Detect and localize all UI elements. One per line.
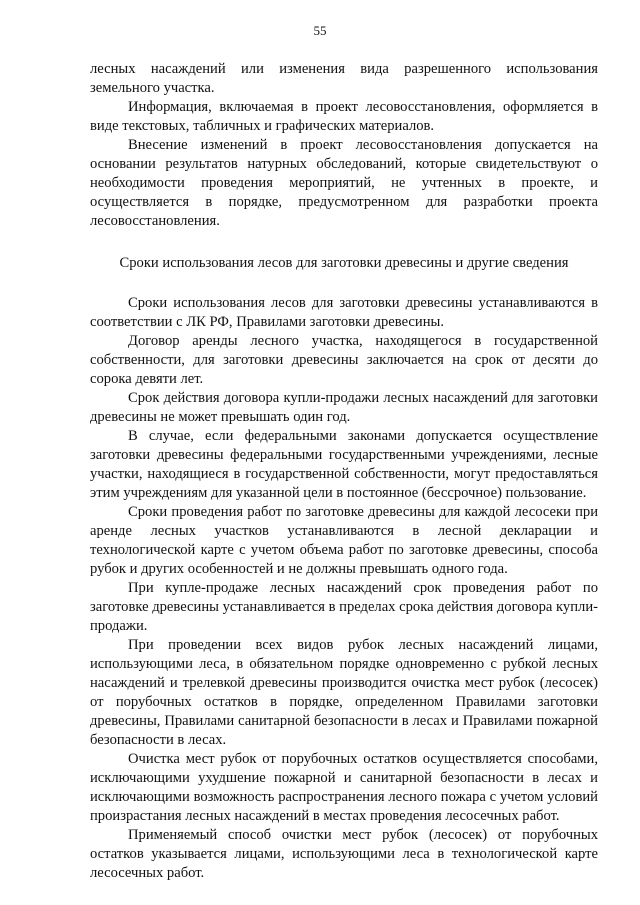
paragraph: Очистка мест рубок от порубочных остатков осуществляется способами, исключающими ухудшение пожарной и санитарной безопасности в лесах и исключающими возможность распространения лесного пожара с учетом условий произрастания лесных насаждений в местах проведения лесосечных работ. (90, 751, 598, 824)
page-content (90, 60, 598, 883)
paragraph: Информация, включаемая в проект лесовосстановления, оформляется в виде текстовых, табличных и графических материалов. (90, 99, 598, 134)
section-heading: Сроки использования лесов для заготовки древесины и другие сведения (119, 255, 569, 271)
paragraph: Сроки проведения работ по заготовке древесины для каждой лесосеки при аренде лесных участков устанавливаются в лесной декларации и технологической карте с учетом объема работ по заготовке древесины, способа рубок и других особенностей и не должны превышать одного года. (90, 504, 598, 577)
paragraph: Срок действия договора купли-продажи лесных насаждений для заготовки древесины не может превышать один год. (90, 390, 598, 425)
paragraph: В случае, если федеральными законами допускается осуществление заготовки древесины федеральными государственными учреждениями, лесные участки, находящиеся в государственной собственности, могут предоставляться этим учреждениям для указанной цели в постоянное (бессрочное) пользование. (90, 428, 598, 501)
paragraph: При проведении всех видов рубок лесных насаждений лицами, использующими леса, в обязательном порядке одновременно с рубкой лесных насаждений и трелевкой древесины производится очистка мест рубок (лесосек) от порубочных остатков в порядке, определенном Правилами заготовки древесины, Правилами санитарной безопасности в лесах и Правилами пожарной безопасности в лесах. (90, 637, 598, 748)
paragraph: Применяемый способ очистки мест рубок (лесосек) от порубочных остатков указывается лицами, использующими леса в технологической карте лесосечных работ. (90, 827, 598, 881)
paragraph: Внесение изменений в проект лесовосстановления допускается на основании результатов натурных обследований, которые свидетельствуют о необходимости проведения мероприятий, не учтенных в проекте, и осуществляется в порядке, предусмотренном для разработки проекта лесовосстановления. (90, 137, 598, 229)
paragraph: Сроки использования лесов для заготовки древесины устанавливаются в соответствии с ЛК РФ, Правилами заготовки древесины. (90, 295, 598, 330)
paragraph: лесных насаждений или изменения вида разрешенного использования земельного участка. (90, 61, 598, 96)
paragraph: Договор аренды лесного участка, находящегося в государственной собственности, для заготовки древесины заключается на срок от десяти до сорока девяти лет. (90, 333, 598, 387)
paragraph: При купле-продаже лесных насаждений срок проведения работ по заготовке древесины устанавливается в пределах срока действия договора купли-продажи. (90, 580, 598, 634)
page-number: 55 (313, 23, 327, 38)
